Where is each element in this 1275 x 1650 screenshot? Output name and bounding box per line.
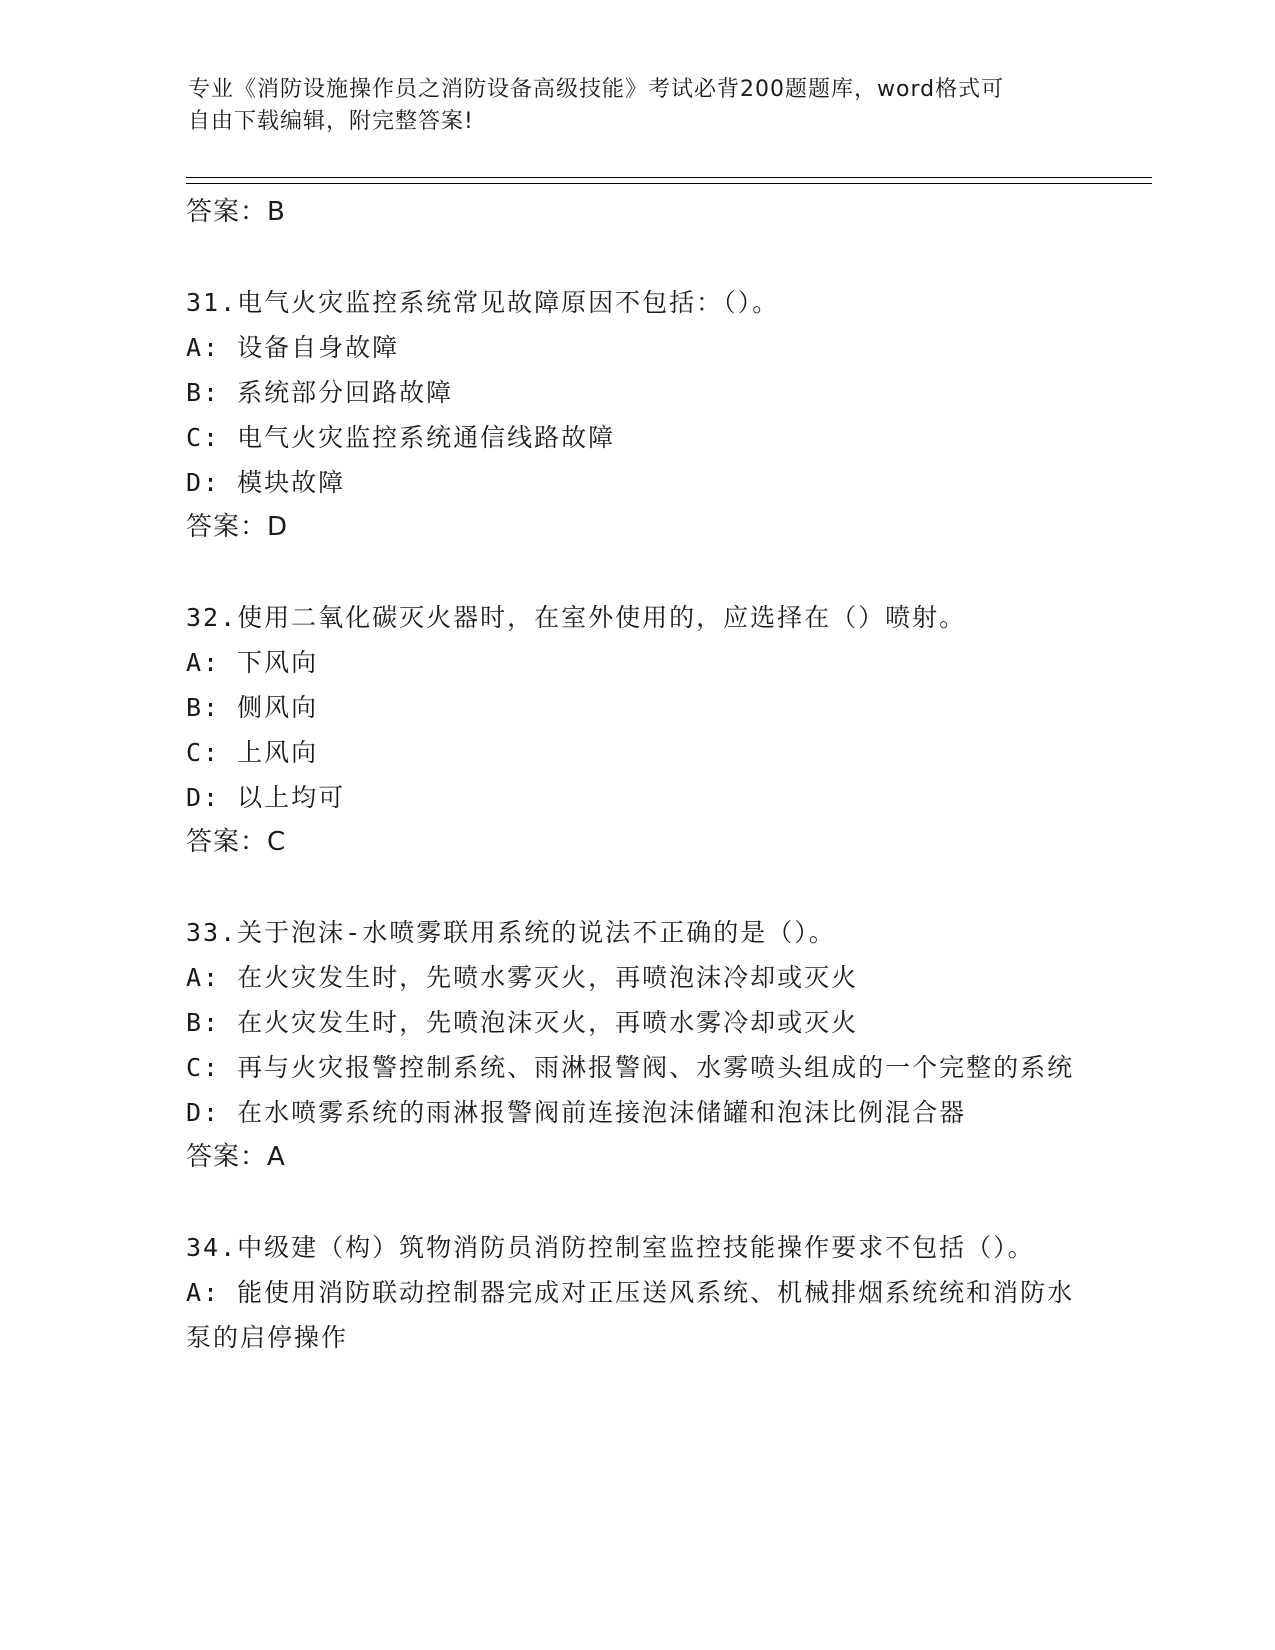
question-33: [186, 910, 1086, 1179]
option-d: D: 以上均可: [186, 783, 346, 812]
option-a: A: 能使用消防联动控制器完成对正压送风系统、机械排烟系统统和消防水泵的启停操作: [186, 1278, 1075, 1352]
question-32: [186, 595, 1086, 864]
option-c: C: 电气火灾监控系统通信线路故障: [186, 423, 616, 452]
header-line-2: 自由下载编辑，附完整答案!: [188, 109, 474, 134]
option-b: B: 系统部分回路故障: [186, 378, 454, 407]
question-stem: 33.关于泡沫-水喷雾联用系统的说法不正确的是（）。: [186, 918, 836, 947]
option-a: A: 下风向: [186, 648, 319, 677]
option-c: C: 上风向: [186, 738, 319, 767]
option-a: A: 设备自身故障: [186, 333, 400, 362]
option-c: C: 再与火灾报警控制系统、雨淋报警阀、水雾喷头组成的一个完整的系统: [186, 1053, 1075, 1082]
option-d: D: 在水喷雾系统的雨淋报警阀前连接泡沫储罐和泡沫比例混合器: [186, 1098, 967, 1127]
answer-label: 答案：B: [186, 197, 286, 227]
answer-label: 答案：A: [186, 1142, 286, 1172]
question-stem: 32.使用二氧化碳灭火器时，在室外使用的，应选择在（）喷射。: [186, 603, 967, 632]
question-stem: 34.中级建（构）筑物消防员消防控制室监控技能操作要求不包括（）。: [186, 1233, 1035, 1262]
option-b: B: 在火灾发生时，先喷泡沫灭火，再喷水雾冷却或灭火: [186, 1008, 859, 1037]
question-34: [186, 1225, 1086, 1360]
answer-label: 答案：D: [186, 512, 289, 542]
option-b: B: 侧风向: [186, 693, 319, 722]
header-rule-bottom: [186, 183, 1152, 184]
header-line-1: 专业《消防设施操作员之消防设备高级技能》考试必背200题题库，word格式可: [188, 77, 1005, 102]
option-a: A: 在火灾发生时，先喷水雾灭火，再喷泡沫冷却或灭火: [186, 963, 859, 992]
question-31: [186, 280, 1086, 549]
option-d: D: 模块故障: [186, 468, 346, 497]
header-rule-top: [186, 177, 1152, 178]
question-list: [186, 190, 1086, 1360]
question-stem: 31.电气火灾监控系统常见故障原因不包括：（）。: [186, 288, 780, 317]
answer-label: 答案：C: [186, 827, 287, 857]
document-header: [188, 74, 1068, 138]
